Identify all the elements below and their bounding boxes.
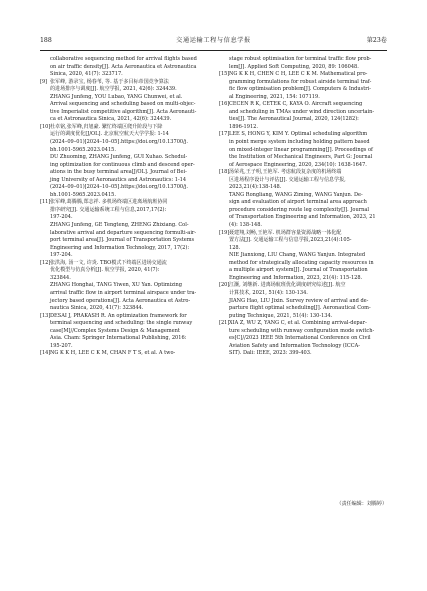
reference-line: TANG Rongliang, WANG Ziming, WANG Yanjun. De-	[229, 191, 363, 198]
reference-line: tive Imperialist competitive algorithm[J]. Acta Aeronauti-	[50, 108, 197, 115]
reference-line: 2023,21(4):138-148.	[229, 184, 282, 191]
reference-line: 195-207.	[50, 342, 73, 349]
reference-line: 张军峰,葛腾腾,郑志祥. 多机场终端区进离场航班协同	[50, 199, 168, 206]
reference-line: on mixed-integer linear programming[J]. Proceedings of	[229, 146, 373, 153]
reference-entry	[219, 169, 387, 229]
reference-number: [11]	[40, 199, 51, 206]
reference-column-right	[219, 56, 387, 358]
reference-line: bh.1001-5965.2023.0415.	[50, 191, 116, 198]
reference-line: 排序研究[J]. 交通运输系统工程与信息,2017,17(2):	[50, 206, 167, 213]
reference-line: JIANG Hao, LIU Jixin. Survey review of arrival and de-	[229, 297, 369, 304]
reference-line: NG K K H, LEE C K M, CHAN F T S, et al. A two-	[50, 350, 176, 357]
reference-line: collaborative sequencing method for arrival flights based	[50, 56, 197, 62]
reference-entry	[219, 71, 387, 101]
reference-line: LEE S, HONG Y, KIM Y. Optimal scheduling algorithm	[229, 131, 368, 138]
reference-number: [12]	[40, 259, 51, 266]
reference-number: [13]	[40, 312, 51, 319]
reference-number: [16]	[219, 101, 230, 108]
reference-line: SIT). Dali: IEEE, 2023: 399-403.	[229, 350, 312, 357]
reference-entry	[219, 320, 387, 358]
reference-line: parture flight optimal scheduling[J]. Aeronautical Com-	[229, 305, 371, 312]
reference-line: bh.1001-5965.2023.0415.	[50, 146, 116, 153]
running-header	[40, 34, 387, 48]
reference-number: [14]	[40, 350, 51, 357]
reference-entry	[219, 282, 387, 320]
reference-line: DU Zhuoming, ZHANG Junfeng, GUI Xuhao. Schedul-	[50, 154, 188, 161]
reference-line: 江灏, 刘继新. 进离场航班优化调度研究综述[J]. 航空	[229, 282, 346, 289]
reference-number: [18]	[219, 169, 230, 176]
page-number: 188	[40, 37, 52, 44]
reference-entry	[40, 79, 208, 124]
reference-number: [20]	[219, 282, 230, 289]
reference-line: procedure considering route leg complexity[J]. Journal	[229, 206, 369, 213]
reference-line: Asia. Cham: Springer International Publishing, 2016:	[50, 335, 187, 342]
reference-entry	[219, 131, 387, 169]
reference-line: 优化模型与仿真分析[J]. 航空学报, 2020, 41(7):	[50, 267, 160, 274]
reference-entry	[219, 56, 387, 71]
reference-entry	[40, 313, 208, 351]
reference-line: puting Technique, 2021, 51(4): 130-134.	[229, 312, 333, 319]
reference-line: jing University of Aeronautics and Astronautics: 1-14	[50, 176, 187, 183]
reference-line: ZHANG Honghai, TANG Yiwen, XU Yan. Optimizing	[50, 282, 183, 289]
reference-entry	[40, 260, 208, 313]
reference-line: CECEN R K, CETEK C, KAYA O. Aircraft sequencing	[229, 101, 363, 108]
reference-number: [19]	[219, 229, 230, 236]
reference-line: port terminal area[J]. Journal of Transportation Systems	[50, 237, 195, 244]
reference-number: [21]	[219, 320, 230, 327]
reference-entry	[40, 124, 208, 199]
reference-line: 323844.	[50, 274, 71, 281]
reference-entry	[219, 101, 387, 131]
reference-line: terminal sequencing and scheduling: the single runway	[50, 320, 193, 327]
reference-line: fic flow optimisation problem[J]. Computers & Industri-	[229, 86, 372, 93]
reference-line: NIE Jianxiong, LIU Chang, WANG Yanjun. Integrated	[229, 252, 366, 259]
reference-line: Aviation Safety and Information Technology (ICCA-	[229, 342, 360, 349]
reference-line: DESAI J, PRAKASH R. An optimization framework for	[50, 312, 187, 319]
reference-line: 张洪海, 汤一文, 许炎. TBO模式下终端区进场交通流	[50, 259, 167, 266]
reference-line: a multiple airport system[J]. Journal of Transportation	[229, 267, 368, 274]
reference-line: 197-204.	[50, 252, 73, 259]
reference-line: the Institution of Mechanical Engineers, Part G: Journal	[229, 154, 373, 161]
reference-line: nautica Sinica, 2020, 41(7): 323844.	[50, 305, 144, 312]
reference-line: ties[J]. The Aeronautical Journal, 2020, 124(1282):	[229, 116, 359, 123]
reference-line: ture scheduling with runway configuration mode switch-	[229, 327, 375, 334]
reference-entry	[40, 56, 208, 79]
reference-line: and scheduling in TMAs under wind direction uncertain-	[229, 108, 375, 115]
reference-line: of Transportation Engineering and Information, 2023, 21	[229, 214, 376, 221]
editor-note: （责任编辑：刘腾婷）	[336, 501, 387, 507]
reference-number: [9]	[40, 78, 48, 85]
reference-number: [10]	[40, 123, 51, 130]
reference-line: (2024–09–01)[2024–10–05].https://doi.org/10.13700/j.	[50, 184, 188, 191]
reference-line: al Engineering, 2021, 154: 107119.	[229, 93, 320, 100]
reference-line: case[M]//Complex Systems Design & Management	[50, 327, 180, 334]
reference-line: stage robust optimisation for terminal traffic flow prob-	[229, 56, 372, 62]
reference-line: (4): 138-148.	[229, 222, 263, 229]
reference-line: ZHANG Junfeng, GE Tengteng, ZHENG Zhixiang. Col-	[50, 222, 189, 229]
reference-line: 计算技术, 2021, 51(4): 130-134.	[229, 289, 308, 296]
reference-line: Sinica, 2020, 41(7): 323717.	[50, 71, 123, 78]
reference-line: ca et Astronautica Sinica, 2021, 42(6): 324439.	[50, 116, 172, 123]
reference-line: 张军峰, 游录宝, 杨春苇, 等. 基于多目标帝国竞争算法	[50, 78, 169, 85]
reference-line: arrival traffic flow in airport terminal airspace under tra-	[50, 289, 197, 296]
reference-line: es[C]//2023 IEEE 5th International Conference on Civil	[229, 335, 371, 342]
reference-line: 1896-1912.	[229, 123, 258, 130]
reference-line: method for strategically allocating capacity resources in	[229, 259, 374, 266]
reference-line: of Aerospace Engineering, 2020, 234(10): 1638-1647.	[229, 161, 367, 168]
reference-line: 区进场程序设计与评估[J]. 交通运输工程与信息学报,	[229, 176, 346, 183]
volume-label: 第23卷	[366, 37, 387, 44]
reference-line: 的进场排序与调度[J]. 航空学报, 2021, 42(6): 324439.	[50, 86, 177, 93]
reference-entry	[40, 350, 208, 358]
header-rule	[40, 50, 387, 51]
reference-line: 聂建翔,刘畅,王艳军. 机场群容量资源战略一体化配	[229, 229, 342, 236]
reference-entry	[219, 230, 387, 283]
reference-line: 197-204.	[50, 214, 73, 221]
reference-line: 运行的调度优化[J/OL]. 北京航空航天大学学报: 1-14	[50, 131, 169, 138]
reference-line: laborative arrival and departure sequencing formulti-air-	[50, 229, 197, 236]
reference-line: ations in the busy terminal area[J/OL]. Journal of Bei-	[50, 169, 187, 176]
reference-number: [15]	[219, 71, 230, 78]
reference-line: 汤荣兆,王子明,王艳军. 考虑航段复杂度的机场终端	[229, 169, 342, 176]
reference-line: 置方法[J]. 交通运输工程与信息学报,2023,21(4):105-	[229, 237, 352, 244]
reference-line: Engineering and Information, 2023, 21(4): 115-128.	[229, 274, 363, 281]
reference-line: ZHANG Junfeng, YOU Lubao, YANG Chunwei, et al.	[50, 93, 183, 100]
reference-line: in point merge system including holding pattern based	[229, 139, 370, 146]
reference-line: lem[J]. Applied Soft Computing, 2020, 89: 106048.	[229, 63, 359, 70]
reference-line: on air traffic density[J]. Acta Aeronautica et Astronautica	[50, 63, 197, 70]
reference-line: ing optimization for continuous climb and descend oper-	[50, 161, 195, 168]
reference-line: XIA Z, WU Z, YANG C, et al. Combining arrival-depar-	[229, 320, 367, 327]
reference-line: 杜卓铭,张军峰,归旭豪. 繁忙终端区爬升阶段与下降	[50, 123, 163, 130]
reference-line: gramming formulations for robust airside terminal traf-	[229, 78, 372, 85]
reference-entry	[40, 199, 208, 259]
reference-line: jectory based operations[J]. Acta Aeronautica et Astro-	[50, 297, 191, 304]
reference-line: 128.	[229, 244, 241, 251]
reference-line: (2024–09–01)[2024–10–05].https://doi.org/10.13700/j.	[50, 139, 188, 146]
journal-title: 交通运输工程与信息学报	[176, 37, 251, 44]
reference-line: sign and evaluation of airport terminal area approach	[229, 199, 367, 206]
reference-column-left	[40, 56, 208, 358]
reference-line: Arrival sequencing and scheduling based on multi-objec-	[50, 101, 196, 108]
reference-line: NG K K H, CHEN C H, LEE C K M. Mathematical pro-	[229, 71, 368, 78]
reference-number: [17]	[219, 131, 230, 138]
reference-line: Engineering and Information Technology, 2017, 17(2):	[50, 244, 190, 251]
